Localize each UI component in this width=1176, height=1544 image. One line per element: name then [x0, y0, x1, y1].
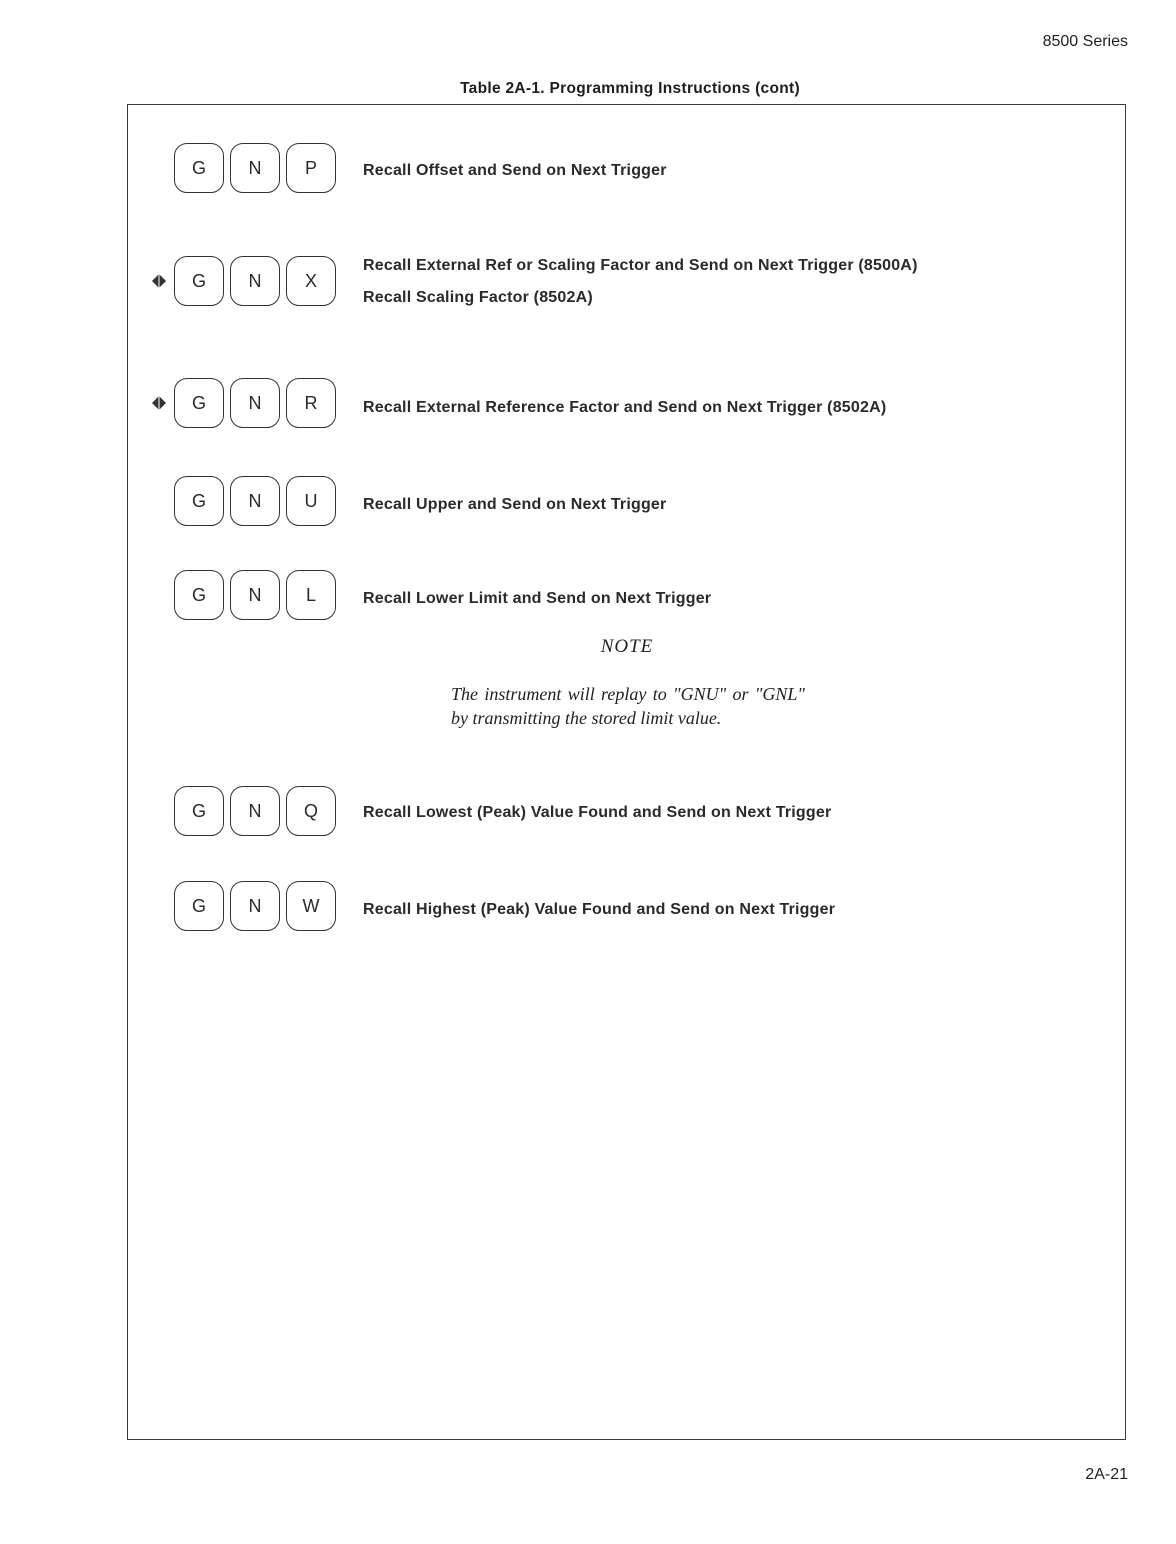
- key-n: N: [230, 143, 280, 193]
- key-g: G: [174, 143, 224, 193]
- key-sequence: [174, 378, 336, 428]
- key-g: G: [174, 256, 224, 306]
- page-number: 2A-21: [1085, 1466, 1128, 1483]
- note-title: NOTE: [600, 636, 654, 657]
- key-sequence: [174, 256, 336, 306]
- instruction-description: Recall Upper and Send on Next Trigger: [363, 496, 667, 513]
- table-title: Table 2A-1. Programming Instructions (cont): [460, 80, 800, 97]
- key-q: Q: [286, 786, 336, 836]
- instruction-description-secondary: Recall Scaling Factor (8502A): [363, 289, 593, 306]
- key-l: L: [286, 570, 336, 620]
- key-sequence: [174, 143, 336, 193]
- key-sequence: [174, 570, 336, 620]
- instruction-description: Recall Offset and Send on Next Trigger: [363, 162, 667, 179]
- key-sequence: [174, 786, 336, 836]
- key-n: N: [230, 476, 280, 526]
- key-p: P: [286, 143, 336, 193]
- key-g: G: [174, 378, 224, 428]
- series-header: 8500 Series: [1042, 33, 1128, 50]
- instruction-description: Recall Lowest (Peak) Value Found and Send on Next Trigger: [363, 804, 832, 821]
- key-sequence: [174, 476, 336, 526]
- diamond-marker-icon: [152, 396, 166, 410]
- instruction-description: Recall Highest (Peak) Value Found and Send on Next Trigger: [363, 901, 836, 918]
- key-n: N: [230, 786, 280, 836]
- key-u: U: [286, 476, 336, 526]
- note-body: The instrument will replay to "GNU" or "GNL" by transmitting the stored limit value.: [451, 684, 805, 728]
- key-g: G: [174, 476, 224, 526]
- key-g: G: [174, 881, 224, 931]
- instruction-description: Recall Lower Limit and Send on Next Trigger: [363, 590, 712, 607]
- instruction-description: Recall External Reference Factor and Send on Next Trigger (8502A): [363, 399, 887, 416]
- instruction-description: Recall External Ref or Scaling Factor and Send on Next Trigger (8500A): [363, 257, 918, 274]
- key-x: X: [286, 256, 336, 306]
- key-n: N: [230, 378, 280, 428]
- key-r: R: [286, 378, 336, 428]
- key-sequence: [174, 881, 336, 931]
- key-n: N: [230, 570, 280, 620]
- key-n: N: [230, 256, 280, 306]
- key-g: G: [174, 570, 224, 620]
- key-g: G: [174, 786, 224, 836]
- key-w: W: [286, 881, 336, 931]
- diamond-marker-icon: [152, 274, 166, 288]
- key-n: N: [230, 881, 280, 931]
